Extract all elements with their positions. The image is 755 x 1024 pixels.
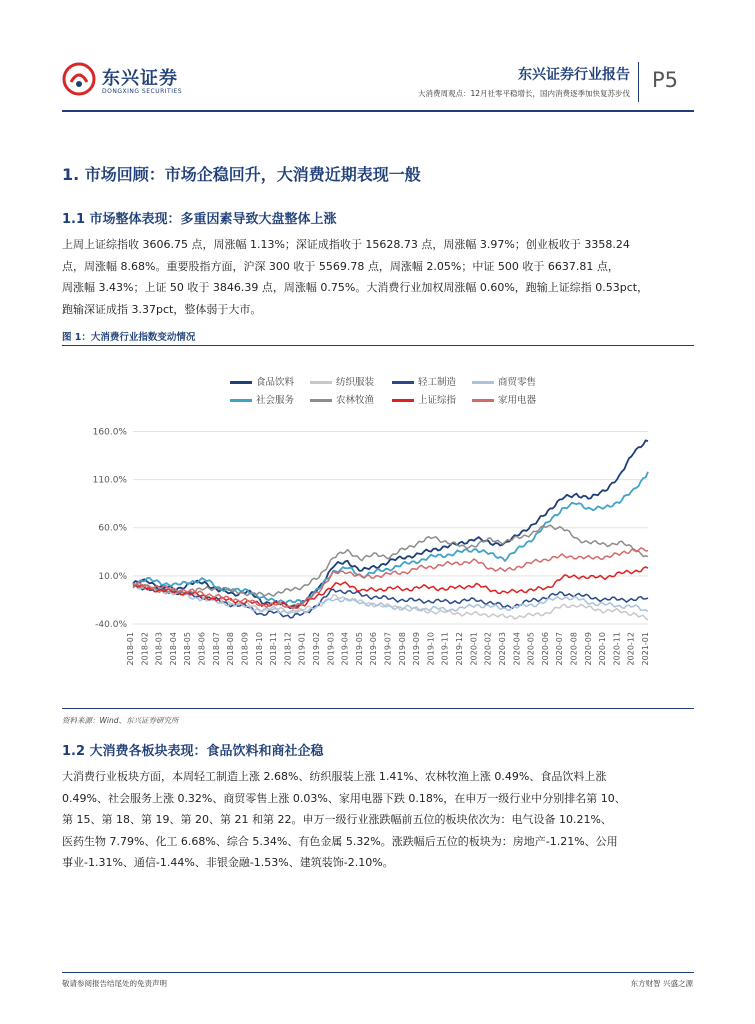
x-tick-label: 2020-05 [526,632,536,666]
paragraph-line: 0.49%、社会服务上涨 0.32%、商贸零售上涨 0.03%、家用电器下跌 0.18%，在申万一级行业中分别排名第 10、 [62,791,626,805]
x-tick-label: 2019-12 [455,632,465,666]
y-tick-label: 10.0% [98,571,127,582]
legend-label: 上证综指 [418,395,457,406]
footer-slogan: 东方财智 兴盛之源 [630,979,693,988]
x-tick-label: 2020-10 [598,632,608,666]
y-tick-label: -40.0% [95,620,127,630]
footer-rule [62,972,694,973]
paragraph-line: 跑输深证成指 3.37pct，整体弱于大市。 [62,302,262,316]
x-tick-label: 2020-12 [626,632,636,666]
legend-label: 家用电器 [498,395,537,406]
x-tick-label: 2019-01 [297,632,307,666]
x-tick-label: 2019-10 [426,632,436,666]
x-tick-label: 2018-02 [140,632,150,666]
x-tick-label: 2019-07 [383,632,393,666]
x-tick-label: 2018-06 [197,632,207,666]
subsection-title-2: 1.2 大消费各板块表现：食品饮料和商社企稳 [62,744,324,759]
x-tick-label: 2018-11 [269,632,279,666]
x-tick-label: 2018-09 [240,632,250,666]
paragraph-line: 周涨幅 3.43%；上证 50 收于 3846.39 点，周涨幅 0.75%。大消费行业加权周涨幅 0.60%，跑输上证综指 0.53pct， [62,281,649,294]
x-tick-label: 2019-03 [326,632,336,666]
legend-label: 轻工制造 [418,377,457,388]
x-tick-label: 2018-10 [254,632,264,666]
x-tick-label: 2018-12 [283,632,293,666]
legend-label: 食品饮料 [256,377,295,388]
x-tick-label: 2018-05 [183,632,193,666]
x-tick-label: 2019-04 [340,632,350,666]
series-line-5 [133,472,648,603]
figure-source: 资料来源：Wind、东兴证券研究所 [62,716,179,725]
x-tick-label: 2019-11 [440,632,450,666]
x-tick-label: 2020-03 [497,632,507,666]
y-tick-label: 160.0% [92,427,127,438]
report-subtitle: 大消费周观点：12月社零平稳增长，国内消费逐季加快复苏步伐 [417,89,630,98]
line-chart [88,372,668,692]
section-title: 1. 市场回顾：市场企稳回升，大消费近期表现一般 [62,165,421,184]
x-tick-label: 2020-11 [612,632,622,666]
x-tick-label: 2019-05 [354,632,364,666]
x-tick-label: 2020-08 [569,632,579,666]
logo-icon [62,62,96,96]
page-number: P5 [652,68,679,92]
x-tick-label: 2018-04 [168,632,178,666]
x-tick-label: 2018-01 [126,632,135,666]
figure-rule-top [62,345,694,346]
legend-label: 社会服务 [256,395,295,406]
figure-caption: 图 1：大消费行业指数变动情况 [62,332,196,343]
x-tick-label: 2020-04 [512,632,522,666]
logo-subtext: DONGXING SECURITIES [102,88,183,95]
x-tick-label: 2019-08 [397,632,407,666]
report-title: 东兴证券行业报告 [518,67,630,83]
x-tick-label: 2019-06 [369,632,379,666]
market-summary-paragraph [62,234,694,320]
legend-label: 农林牧渔 [336,395,375,406]
legend-label: 纺织服装 [336,377,375,388]
x-tick-label: 2020-07 [555,632,565,666]
logo-text: 东兴证券 [102,68,178,89]
x-tick-label: 2018-08 [226,632,236,666]
x-tick-label: 2020-01 [469,632,479,666]
legend-label: 商贸零售 [498,377,537,388]
x-tick-label: 2020-06 [540,632,550,666]
paragraph-line: 事业-1.31%、通信-1.44%、非银金融-1.53%、建筑装饰-2.10%。 [62,856,394,869]
paragraph-line: 第 15、第 18、第 19、第 20、第 21 和第 22。申万一级行业涨跌幅前五位的板块依次为：电气设备 10.21%、 [62,813,612,826]
x-tick-label: 2021-01 [641,632,650,666]
paragraph-line: 上周上证综指收 3606.75 点，周涨幅 1.13%；深证成指收于 15628.73 点，周涨幅 3.97%；创业板收于 3358.24 [62,238,630,251]
x-tick-label: 2020-02 [483,632,493,666]
series-line-1 [133,440,648,608]
paragraph-line: 点，周涨幅 8.68%。重要股指方面，沪深 300 收于 5569.78 点，周涨幅 2.05%；中证 500 收于 6637.81 点， [62,259,619,273]
header-rule [62,110,694,112]
footer-disclaimer: 敬请参阅报告结尾处的免责声明 [62,979,167,988]
figure-rule-bottom [62,708,694,709]
x-tick-label: 2018-03 [154,632,164,666]
sector-performance-paragraph [62,766,694,874]
paragraph-line: 医药生物 7.79%、化工 6.68%、综合 5.34%、有色金属 5.32%。涨跌幅后五位的板块为：房地产-1.21%、公用 [62,834,618,848]
x-tick-label: 2019-02 [311,632,321,666]
y-tick-label: 60.0% [98,523,127,534]
subsection-title-1: 1.1 市场整体表现：多重因素导致大盘整体上涨 [62,212,337,227]
x-tick-label: 2020-09 [583,632,593,666]
header-divider [638,62,639,102]
x-tick-label: 2018-07 [211,632,221,666]
paragraph-line: 大消费行业板块方面，本周轻工制造上涨 2.68%、纺织服装上涨 1.41%、农林牧渔上涨 0.49%、食品饮料上涨 [62,770,607,783]
x-tick-label: 2019-09 [412,632,422,666]
y-tick-label: 110.0% [92,475,127,486]
